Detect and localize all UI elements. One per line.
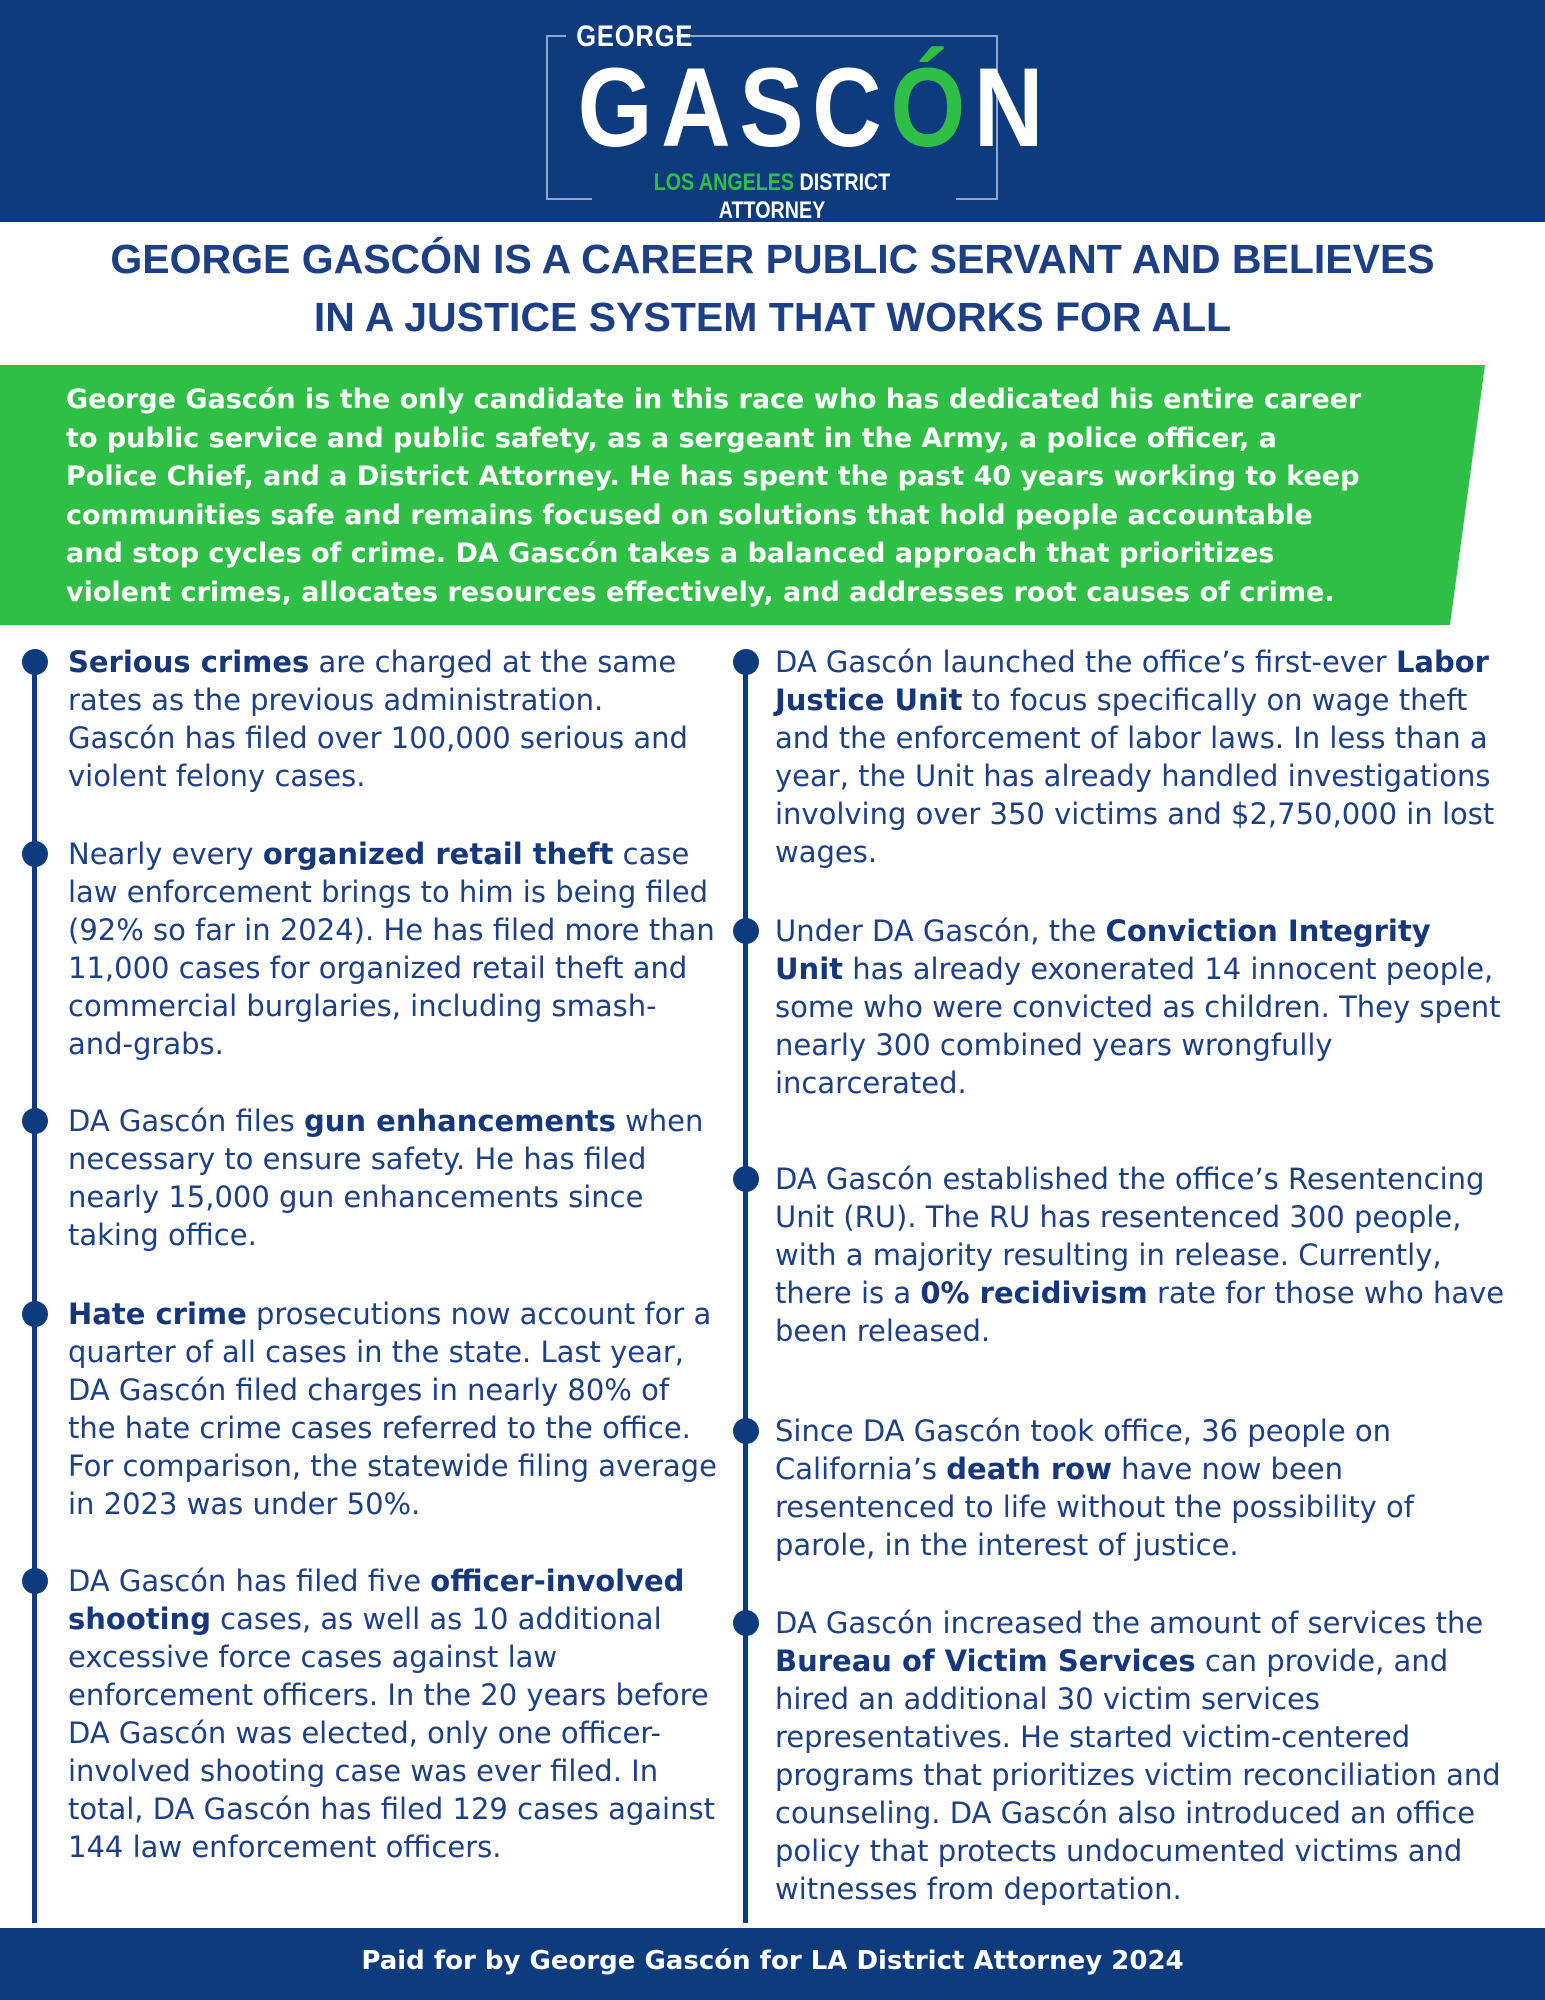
timeline-dot [22, 1568, 48, 1594]
highlight-term: gun enhancements [304, 1104, 616, 1138]
timeline-dot [733, 649, 759, 675]
highlight-term: organized retail theft [262, 837, 614, 871]
highlight-term: Hate crime [68, 1297, 247, 1331]
footer-disclaimer: Paid for by George Gascón for LA District Attorney 2024 [361, 1946, 1184, 1976]
banner-line: Police Chief, and a District Attorney. He has spent the past 40 years working to keep [66, 461, 1360, 492]
timeline-dot [733, 918, 759, 944]
right_items-item-text: DA Gascón launched the office’s first-ever Labor Justice Unit to focus specifically on wage theft and the enforcement of labor laws. In less than a year, the Unit has already handled investigations involving over 350 victims and $2,750,000 in lost wages. [775, 645, 1495, 869]
left_items-item-text: Nearly every organized retail theft case law enforcement brings to him is being filed (92% so far in 2024). He has filed more than 11,000 cases for organized retail theft and commercial burglaries, including smash-and-grabs. [68, 837, 715, 1061]
page-title-line-2: IN A JUSTICE SYSTEM THAT WORKS FOR ALL [313, 294, 1232, 340]
highlight-term: Conviction Integrity Unit [775, 914, 1431, 986]
right-timeline-line [743, 655, 748, 1923]
timeline-dot [22, 1301, 48, 1327]
banner-text [66, 381, 1476, 612]
right_items-item-text: Since DA Gascón took office, 36 people on California’s death row have now been resentenced to life without the possibility of parole, in the interest of justice. [775, 1414, 1414, 1562]
logo-accent-letter: Ó [890, 45, 974, 170]
highlight-term: Serious crimes [68, 645, 310, 679]
timeline-dot [733, 1418, 759, 1444]
banner-line: George Gascón is the only candidate in this race who has dedicated his entire career [66, 384, 1362, 415]
timeline-dot [22, 841, 48, 867]
timeline-dot [22, 649, 48, 675]
left_items-item-text: Hate crime prosecutions now account for a quarter of all cases in the state. Last year, DA Gascón filed charges in nearly 80% of the hate crime cases referred to the office. For comparison, the statewide filing average in 2023 was under 50%. [68, 1297, 717, 1521]
highlight-term: Bureau of Victim Services [775, 1644, 1196, 1678]
page-title [30, 230, 1515, 346]
banner-line: to public service and public safety, as a sergeant in the Army, a police officer, a [66, 422, 1277, 454]
right_items-item-text: DA Gascón increased the amount of services the Bureau of Victim Services can provide, and hired an additional 30 victim services representatives. He started victim-centered programs that prioritizes victim reconciliation and counseling. DA Gascón also introduced an office policy that protects undocumented victims and witnesses from deportation. [775, 1606, 1501, 1906]
highlight-term: 0% recidivism [920, 1276, 1148, 1310]
banner-line: communities safe and remains focused on solutions that hold people accountable [66, 499, 1313, 531]
left_items-item-text: DA Gascón has filed five officer-involved shooting cases, as well as 10 additional excessive force cases against law enforcement officers. In the 20 years before DA Gascón was elected, only one officer-involved shooting case was ever filed. In total, DA Gascón has filed 129 cases against 144 law enforcement officers. [68, 1564, 715, 1864]
banner-line: and stop cycles of crime. DA Gascón takes a balanced approach that prioritizes [66, 538, 1275, 569]
logo-subtitle: LOS ANGELES DISTRICT ATTORNEY [653, 169, 891, 224]
logo-first-name: GEORGE [576, 20, 694, 53]
highlight-term: death row [946, 1452, 1112, 1486]
timeline-dot [733, 1610, 759, 1636]
timeline-dot [733, 1166, 759, 1192]
intro-banner [0, 365, 1545, 625]
left_items-item-text: DA Gascón files gun enhancements when necessary to ensure safety. He has filed nearly 15,000 gun enhancements since taking office. [68, 1104, 704, 1252]
right_items-item-text: Under DA Gascón, the Conviction Integrity Unit has already exonerated 14 innocent people, some who were convicted as children. They spent nearly 300 combined years wrongfully incarcerated. [775, 914, 1501, 1100]
highlight-term: officer-involved shooting [68, 1564, 685, 1636]
left_items-item-text: Serious crimes are charged at the same rates as the previous administration. Gascón has filed over 100,000 serious and violent felony cases. [68, 645, 688, 793]
right_items-item-text: DA Gascón established the office’s Resentencing Unit (RU). The RU has resentenced 300 people, with a majority resulting in release. Currently, there is a 0% recidivism rate for those who have been released. [775, 1162, 1505, 1348]
footer [0, 1928, 1545, 2000]
banner-line: violent crimes, allocates resources effectively, and addresses root causes of crime. [66, 576, 1335, 608]
page-title-line-1: GEORGE GASCÓN IS A CAREER PUBLIC SERVANT AND BELIEVES [110, 236, 1435, 282]
header [0, 0, 1545, 222]
logo-last-name: GASCÓN [577, 45, 1053, 170]
highlight-term: Labor Justice Unit [775, 645, 1489, 717]
timeline-dot [22, 1108, 48, 1134]
